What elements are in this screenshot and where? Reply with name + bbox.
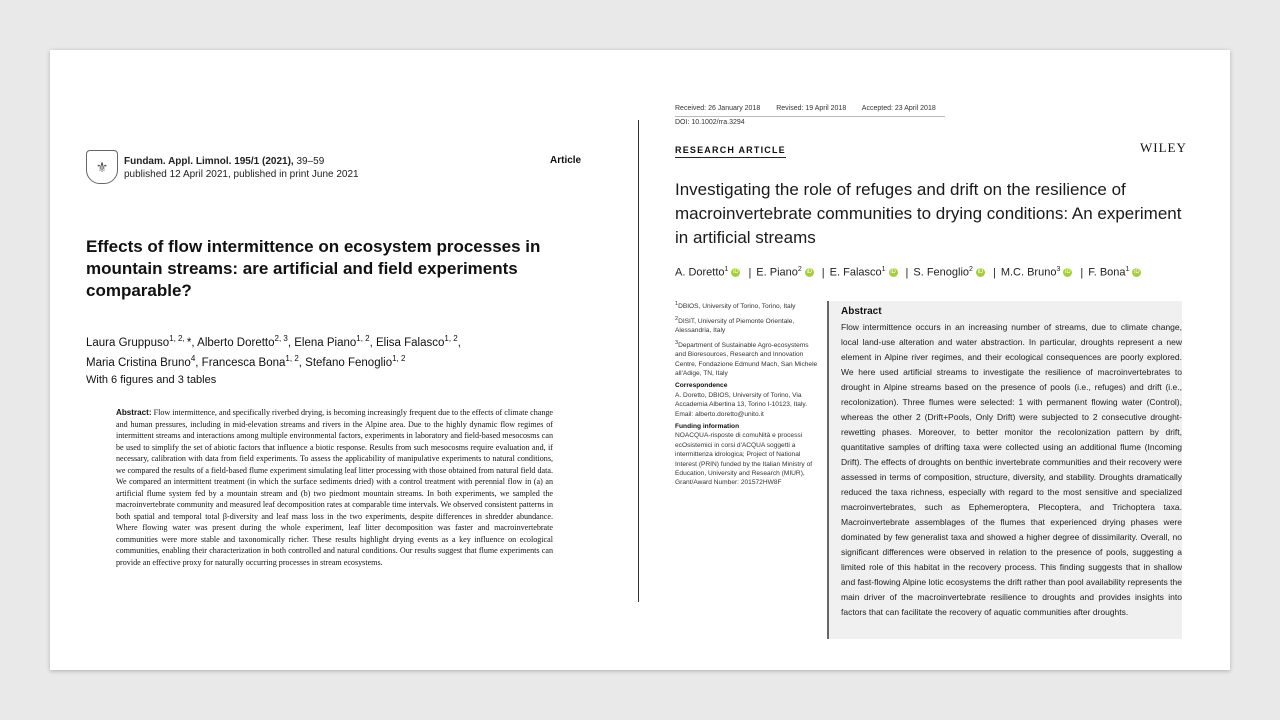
author-name: S. Fenoglio <box>913 266 970 279</box>
affiliation-mark: 1 <box>675 301 679 307</box>
author-separator: , <box>195 356 202 369</box>
dates-rule <box>675 116 945 117</box>
journal-seal-icon: ⚜ <box>86 150 118 184</box>
journal-pages: 39–59 <box>296 156 325 167</box>
author-affiliation-mark: 3 <box>1056 266 1061 273</box>
author-name: Laura Gruppuso <box>86 336 170 349</box>
author-divider: | <box>748 266 752 279</box>
author-affiliation-mark: 1, 2 <box>285 353 299 363</box>
author-divider: | <box>992 266 996 279</box>
author-affiliation-mark: 1 <box>881 266 886 273</box>
affiliation-text: Department of Sustainable Agro-ecosystems and Bioresources, Research and Innovation Centre, Fondazione Edmund Mach, San Michele all'Adige, TN, Italy <box>675 341 818 377</box>
received-date: Received: 26 January 2018 <box>675 105 761 112</box>
journal-name: Fundam. Appl. Limnol. <box>124 156 232 167</box>
author-affiliation-mark: 1, 2 <box>356 334 370 343</box>
author-affiliation-mark: 1, 2 <box>444 334 458 343</box>
author-name: A. Doretto <box>675 266 725 279</box>
affiliation-text: DBIOS, University of Torino, Torino, Italy <box>678 303 796 311</box>
left-paper-title: Effects of flow intermittence on ecosystem processes in mountain streams: are artificial and field experiments comparable? <box>86 237 541 300</box>
orcid-icon[interactable]: iD <box>806 269 813 276</box>
author-affiliation-mark: 2 <box>797 266 802 273</box>
orcid-icon[interactable]: iD <box>1065 269 1071 276</box>
affiliation-mark: 3 <box>675 339 679 346</box>
revised-date: Revised: 19 April 2018 <box>776 105 847 112</box>
funding-text: NOACQUA-risposte di comuNità e processi ecOsistemici in corsi d'ACQUA soggetti a intermittenza idrologica; Project of National Interest (PRIN) funded by the Italian Ministry of Education, University and Research (MIUR), Grant/Award Number: 201572HW8F <box>675 432 813 487</box>
author-separator: , <box>298 356 306 369</box>
journal-citation <box>124 155 359 181</box>
author-affiliation-mark: 4 <box>190 353 196 363</box>
abstract-body: Flow intermittence occurs in an increasing number of streams, due to climate change, local land-use alteration and water abstraction. In particular, droughts represent a new element in Alpine river regimes, and their ecological consequences are poorly explored. We here used artificial streams to investigate the resilience of macroinvertebrates to drought in Alpine streams based on the presence of pools (i.e., refuges) and drift (i.e., recolonization). Three flumes were selected: 1 with permanent flowing water (Control), whereas the other 2 (Drift+Pools, Only Drift) were subjected to 2 consecutive drought-rewetting phases. Moreover, to better monitor the recolonization pattern by drift, quantitative samples of drifting taxa were collected using an additional flume (Incoming Drift). The effects of droughts on benthic invertebrate communities and their recovery were assessed in terms of composition, structure, diversity, and stability. Droughts dramatically reduced the taxa richness, especially with regard to the most sensitive and specialized macroinvertebrates, such as Ephemeroptera, Plecoptera, and Trichoptera taxa. Macroinvertebrate assemblages of the flumes that experienced drying phases were dominated by few generalist taxa and showed a higher degree of dissimilarity. Overall, no significant differences were observed in relation to the presence of pools, suggesting a limited role of this habitat in the recovery process. This finding suggests that in shallow and fast-flowing Alpine lotic ecosystems the drift rather than pool availability represents the main driver of the macroinvertebrate resilience to droughts and provides insights into factors that can facilitate the recovery of aquatic communities after droughts. <box>841 322 1182 617</box>
figures-tables-note: With 6 figures and 3 tables <box>86 374 217 386</box>
affiliations <box>675 300 820 491</box>
orcid-icon[interactable]: iD <box>1134 269 1140 276</box>
author-name: E. Falasco <box>829 266 882 279</box>
orcid-icon[interactable]: iD <box>733 269 739 276</box>
publication-date: published 12 April 2021, published in print June 2021 <box>124 169 359 180</box>
left-paper-abstract <box>116 407 553 568</box>
page-divider <box>638 120 639 602</box>
right-paper-title: Investigating the role of refuges and drift on the resilience of macroinvertebrate communities to drying conditions: An experiment in artificial streams <box>675 180 1182 247</box>
author-name: E. Piano <box>756 266 798 279</box>
author-separator: , <box>287 336 295 349</box>
author-separator: , <box>369 336 377 349</box>
affiliation-mark: 2 <box>675 315 679 322</box>
orcid-icon[interactable]: iD <box>890 269 896 276</box>
author-name: Elisa Falasco <box>376 336 445 349</box>
doi: DOI: 10.1002/rra.3294 <box>675 119 745 126</box>
article-type: Article <box>550 155 582 166</box>
author-name: Maria Cristina Bruno <box>86 356 191 369</box>
author-name: Alberto Doretto <box>197 336 275 349</box>
author-affiliation-mark: 1, 2, <box>169 334 187 343</box>
author-name: F. Bona <box>1088 266 1126 279</box>
accepted-date: Accepted: 23 April 2018 <box>861 105 936 112</box>
correspondence-label: Correspondence <box>675 382 728 390</box>
affiliation-item <box>675 339 820 379</box>
abstract-label: Abstract: <box>116 408 152 417</box>
affiliation-item <box>675 315 820 336</box>
author-affiliation-mark: 1 <box>1125 266 1130 273</box>
author-affiliation-mark: 2, 3 <box>274 334 288 343</box>
affiliation-text: DISIT, University of Piemonte Orientale, Alessandria, Italy <box>675 317 795 335</box>
journal-volume: 195/1 (2021), <box>234 156 294 167</box>
author-name: M.C. Bruno <box>1000 266 1057 279</box>
publisher-logo: WILEY <box>1140 140 1187 155</box>
abstract-text: Flow intermittence, and specifically riverbed drying, is becoming increasingly frequent due to the effects of climate change and human pressures, including in mid-elevation streams and rivers in the Alpine area. Due to the highly dynamic flow regimes of intermittent streams and interactions among multiple environmental factors, experiments in laboratory and field-based mesocosms can be used to simplify the set of abiotic factors that influence a biotic response. Results from such mesocosms require evaluation and, if necessary, calibration with data from field experiments. To assess the applicability of manipulative experiments to natural conditions, we compared the results of a field-based flume experiment simulating leaf litter processing with those obtained from natural field data. We compared an intermittent treatment (in which the surface sediments dried) with a control treatment with perennial flow in (a) an artificial flume system fed by a mountain stream and (b) two piedmont mountain streams. In both experiments, we sampled the macroinvertebrate community and measured leaf decomposition rates at comparable time intervals. We observed consistent patterns in both spatial and temporal total β-diversity and leaf mass loss in the two experiments, despite differences in shredder abundance. Where flowing water was present during the whole experiment, leaf litter decomposition was faster and macroinvertebrate communities were more stable and taxonomically richer. These results highlight drying events as a key influence on ecological communities, enabling their characterization in both controlled and natural conditions. Our results suggest that flume experiments can provide an effective proxy for naturally occurring processes in stream ecosystems. <box>116 408 554 567</box>
author-name: Stefano Fenoglio <box>305 356 393 369</box>
correspondence-text: A. Doretto, DBIOS, University of Torino, Via Accademia Albertina 13, Torino I-10123, Italy. Email: alberto.doretto@unito.it <box>675 391 808 418</box>
history-dates <box>675 105 950 112</box>
research-article-label: RESEARCH ARTICLE <box>675 145 786 158</box>
author-divider: | <box>821 266 825 279</box>
orcid-icon[interactable]: iD <box>977 269 984 276</box>
affiliation-item <box>675 300 820 312</box>
right-paper-authors <box>675 266 1215 279</box>
abstract-heading: Abstract <box>841 306 882 317</box>
author-divider: | <box>1080 266 1084 279</box>
right-paper-abstract-box <box>827 301 1182 639</box>
author-separator: , <box>457 336 461 349</box>
funding-label: Funding information <box>675 423 740 431</box>
author-name: Francesca Bona <box>201 356 286 369</box>
author-affiliation-mark: 1, 2 <box>392 353 406 363</box>
author-affiliation-mark: 1 <box>724 266 729 273</box>
author-name: Elena Piano <box>294 336 357 349</box>
author-divider: | <box>905 266 909 279</box>
left-paper-authors <box>86 331 586 371</box>
author-separator: *, <box>186 336 198 349</box>
author-affiliation-mark: 2 <box>969 266 973 273</box>
